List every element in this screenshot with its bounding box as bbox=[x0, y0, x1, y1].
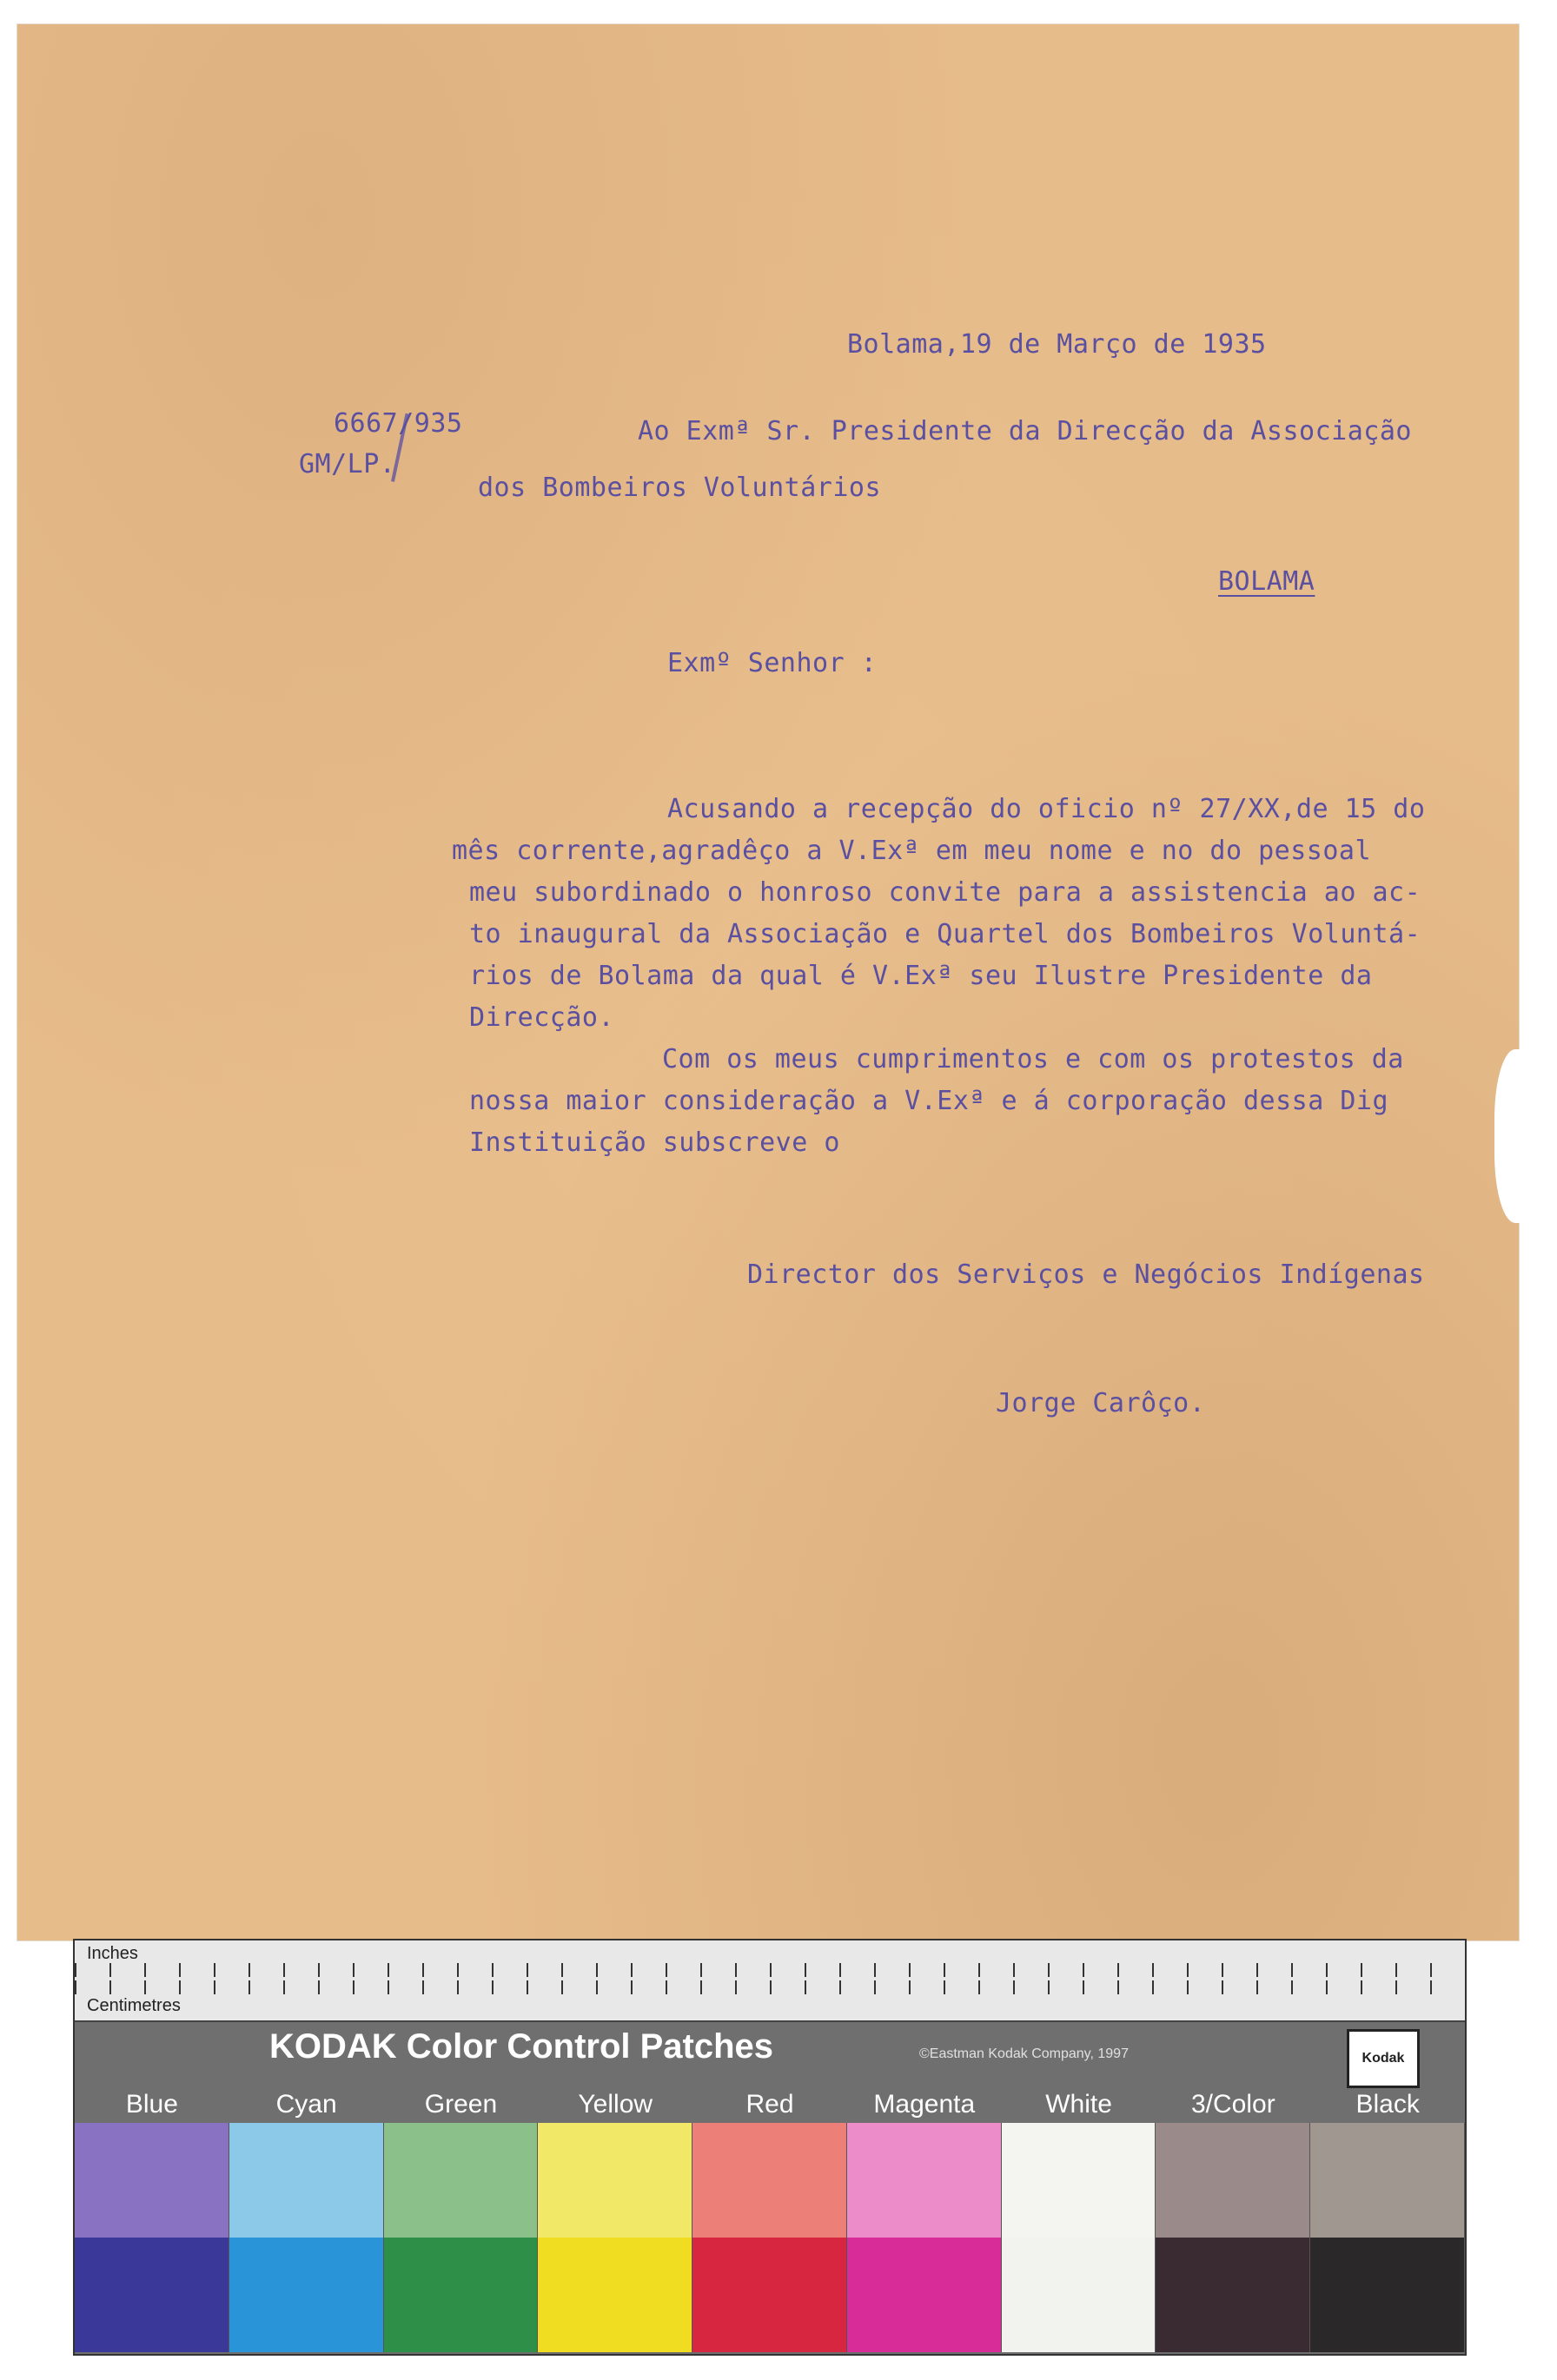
body-line-8: nossa maior consideração a V.Exª e á corporação dessa Dig bbox=[469, 1086, 1389, 1116]
reference-number: 6667/935 bbox=[334, 408, 463, 439]
color-patch-yellow-top bbox=[538, 2123, 692, 2238]
inches-label: Inches bbox=[87, 1944, 138, 1963]
patch-label-green: Green bbox=[424, 2090, 498, 2119]
paper-tear bbox=[1494, 1049, 1547, 1223]
cm-ticks bbox=[75, 1980, 1465, 1994]
patch-label-red: Red bbox=[745, 2090, 794, 2119]
color-patch-red-bottom bbox=[692, 2238, 847, 2352]
color-patch-3color-top bbox=[1156, 2123, 1310, 2238]
patch-label-white: White bbox=[1045, 2090, 1112, 2119]
centimetres-label: Centimetres bbox=[87, 1996, 181, 2015]
body-line-7: Com os meus cumprimentos e com os protestos da bbox=[662, 1044, 1404, 1074]
addressee-line-2: dos Bombeiros Voluntários bbox=[478, 473, 882, 503]
color-patch-white-top bbox=[1002, 2123, 1156, 2238]
color-patch-cyan-bottom bbox=[229, 2238, 384, 2352]
color-patch-magenta-bottom bbox=[847, 2238, 1002, 2352]
color-patch-blue-bottom bbox=[75, 2238, 229, 2352]
ruler bbox=[75, 1940, 1465, 2022]
color-patch-cyan-top bbox=[229, 2123, 384, 2238]
addressee-line-1: Ao Exmª Sr. Presidente da Direcção da Associação bbox=[638, 416, 1412, 446]
color-patch-yellow-bottom bbox=[538, 2238, 692, 2352]
color-patch-black-top bbox=[1310, 2123, 1465, 2238]
body-line-6: Direcção. bbox=[469, 1002, 615, 1033]
city-heading: BOLAMA bbox=[1218, 566, 1315, 597]
patch-label-magenta: Magenta bbox=[873, 2090, 976, 2119]
color-patch-green-top bbox=[384, 2123, 539, 2238]
color-patch-white-bottom bbox=[1002, 2238, 1156, 2352]
color-patch-black-bottom bbox=[1310, 2238, 1465, 2352]
color-patch-red-top bbox=[692, 2123, 847, 2238]
kodak-logo-icon: Kodak bbox=[1347, 2029, 1420, 2088]
color-patch-green-bottom bbox=[384, 2238, 539, 2352]
color-patch-grid bbox=[75, 2123, 1465, 2352]
body-line-5: rios de Bolama da qual é V.Exª seu Ilustre Presidente da bbox=[469, 961, 1373, 991]
color-patch-magenta-top bbox=[847, 2123, 1002, 2238]
signature-title: Director dos Serviços e Negócios Indígenas bbox=[747, 1259, 1425, 1290]
color-patch-3color-bottom bbox=[1156, 2238, 1310, 2352]
patch-label-yellow: Yellow bbox=[578, 2090, 653, 2119]
salutation: Exmº Senhor : bbox=[667, 648, 878, 678]
body-line-3: meu subordinado o honroso convite para a assistencia ao ac- bbox=[469, 877, 1421, 908]
signature-name: Jorge Carôço. bbox=[996, 1388, 1206, 1418]
patch-label-3color: 3/Color bbox=[1191, 2090, 1275, 2119]
kodak-title: KODAK Color Control Patches bbox=[269, 2027, 774, 2066]
body-line-1: Acusando a recepção do oficio nº 27/XX,de 15 do bbox=[667, 794, 1426, 824]
patch-label-blue: Blue bbox=[125, 2090, 178, 2119]
inch-ticks bbox=[75, 1963, 1465, 1977]
kodak-copyright: ©Eastman Kodak Company, 1997 bbox=[919, 2046, 1129, 2061]
place-date: Bolama,19 de Março de 1935 bbox=[847, 329, 1267, 360]
letter-page bbox=[17, 24, 1519, 1940]
patch-label-black: Black bbox=[1355, 2090, 1420, 2119]
patch-labels bbox=[75, 2090, 1465, 2121]
body-line-4: to inaugural da Associação e Quartel dos Bombeiros Voluntá- bbox=[469, 919, 1421, 949]
body-line-9: Instituição subscreve o bbox=[469, 1127, 840, 1158]
body-line-2: mês corrente,agradêço a V.Exª em meu nome e no do pessoal bbox=[452, 836, 1372, 866]
kodak-color-target bbox=[73, 1939, 1467, 2356]
patch-label-cyan: Cyan bbox=[275, 2090, 337, 2119]
color-patch-blue-top bbox=[75, 2123, 229, 2238]
reference-initials: GM/LP. bbox=[299, 449, 396, 479]
